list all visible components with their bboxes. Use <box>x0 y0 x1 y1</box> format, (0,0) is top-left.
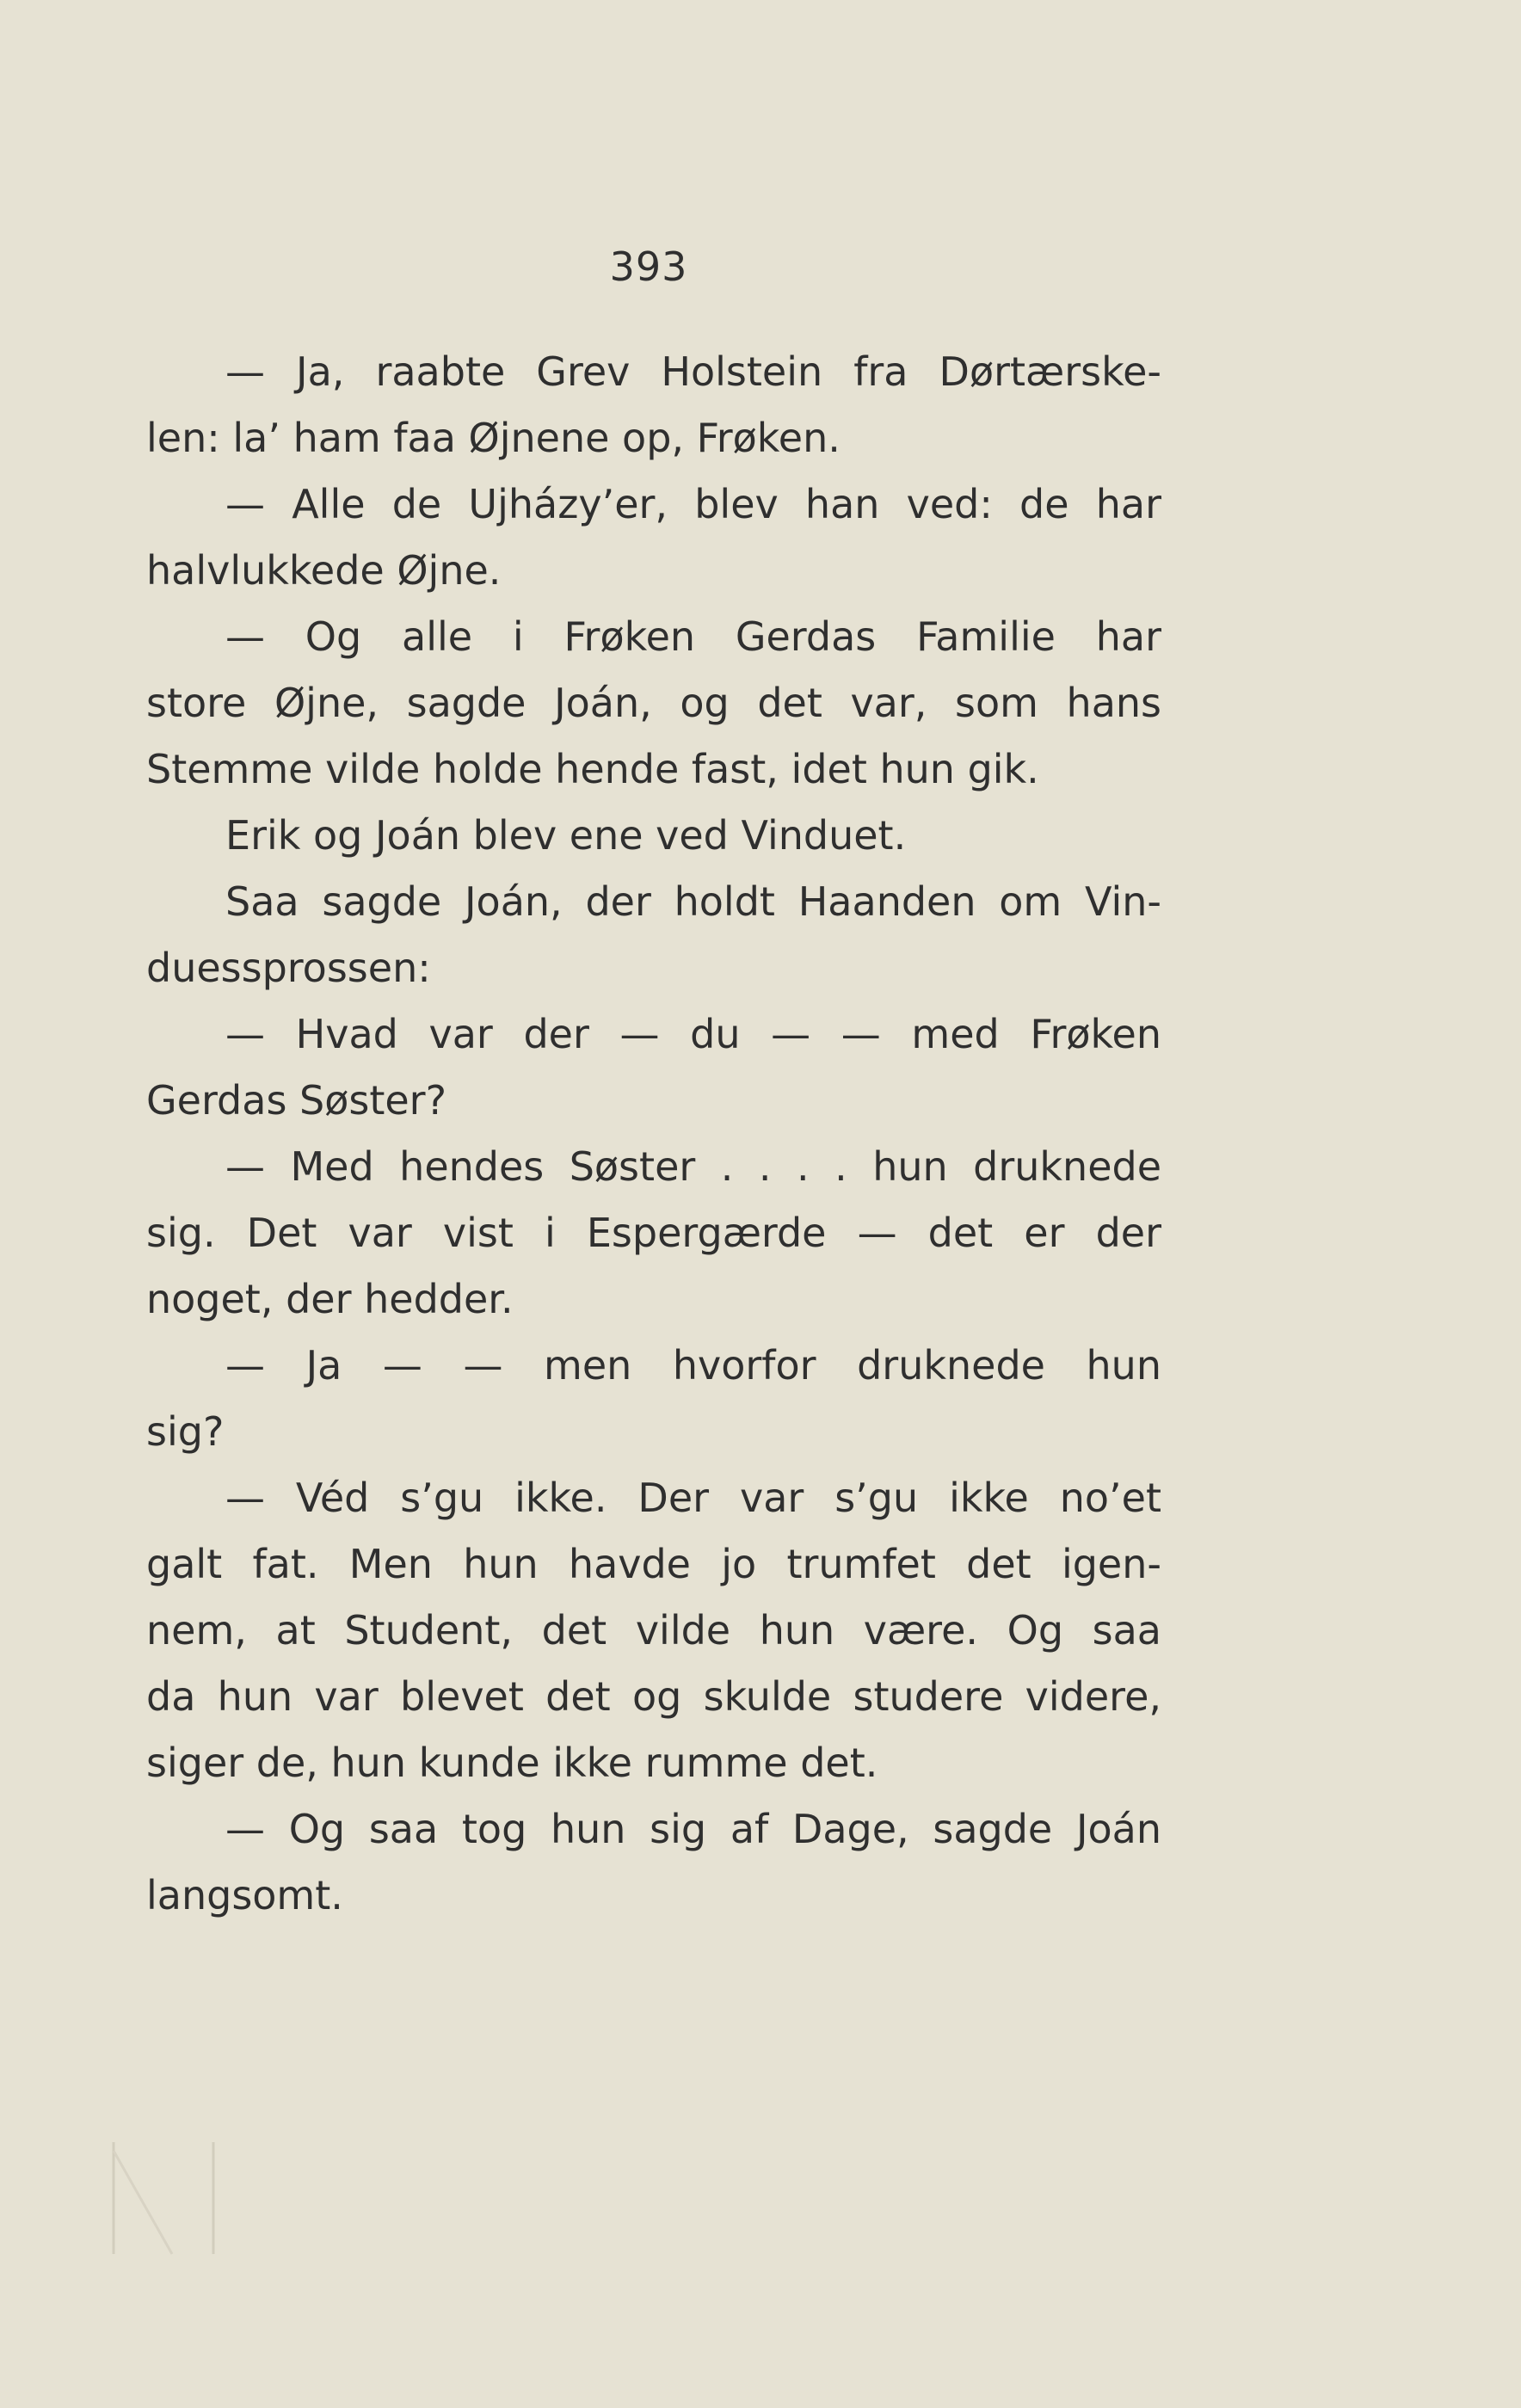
text-line: duessprossen: <box>146 945 431 991</box>
text-line: sig. Det var vist i Espergærde — det er der <box>146 1210 1161 1256</box>
text-line: — Og alle i Frøken Gerdas Familie har <box>225 613 1161 660</box>
text-line: nem, at Student, det vilde hun være. Og saa <box>146 1607 1161 1654</box>
text-line: — Ja — — men hvorfor druknede hun <box>225 1342 1161 1389</box>
text-line: da hun var blevet det og skulde studere videre, <box>146 1673 1161 1720</box>
blind-stamp-graphic <box>112 2142 215 2263</box>
text-line: sig? <box>146 1408 225 1455</box>
text-line: — Alle de Ujházy’er, blev han ved: de har <box>225 481 1161 527</box>
text-line: langsomt. <box>146 1872 343 1918</box>
text-line: siger de, hun kunde ikke rumme det. <box>146 1740 878 1786</box>
text-line: Erik og Joán blev ene ved Vinduet. <box>225 812 907 859</box>
text-line: — Og saa tog hun sig af Dage, sagde Joán <box>225 1806 1161 1852</box>
text-line: Gerdas Søster? <box>146 1077 446 1124</box>
text-line: store Øjne, sagde Joán, og det var, som hans <box>146 680 1161 726</box>
text-line: — Véd s’gu ikke. Der var s’gu ikke no’et <box>225 1475 1161 1521</box>
text-line: Stemme vilde holde hende fast, idet hun gik. <box>146 746 1039 792</box>
page-number: 393 <box>609 243 688 290</box>
body-text <box>146 339 1161 1929</box>
text-line: halvlukkede Øjne. <box>146 547 502 594</box>
text-line: len: la’ ham faa Øjnene op, Frøken. <box>146 415 841 461</box>
text-line: galt fat. Men hun havde jo trumfet det igen- <box>146 1541 1161 1587</box>
text-line: — Ja, raabte Grev Holstein fra Dørtærske- <box>225 348 1161 395</box>
text-line: noget, der hedder. <box>146 1276 514 1322</box>
text-line: — Med hendes Søster . . . . hun druknede <box>225 1143 1161 1190</box>
text-line: Saa sagde Joán, der holdt Haanden om Vin- <box>225 878 1161 925</box>
text-line: — Hvad var der — du — — med Frøken <box>225 1011 1161 1057</box>
blind-stamp-mark <box>112 2142 215 2263</box>
